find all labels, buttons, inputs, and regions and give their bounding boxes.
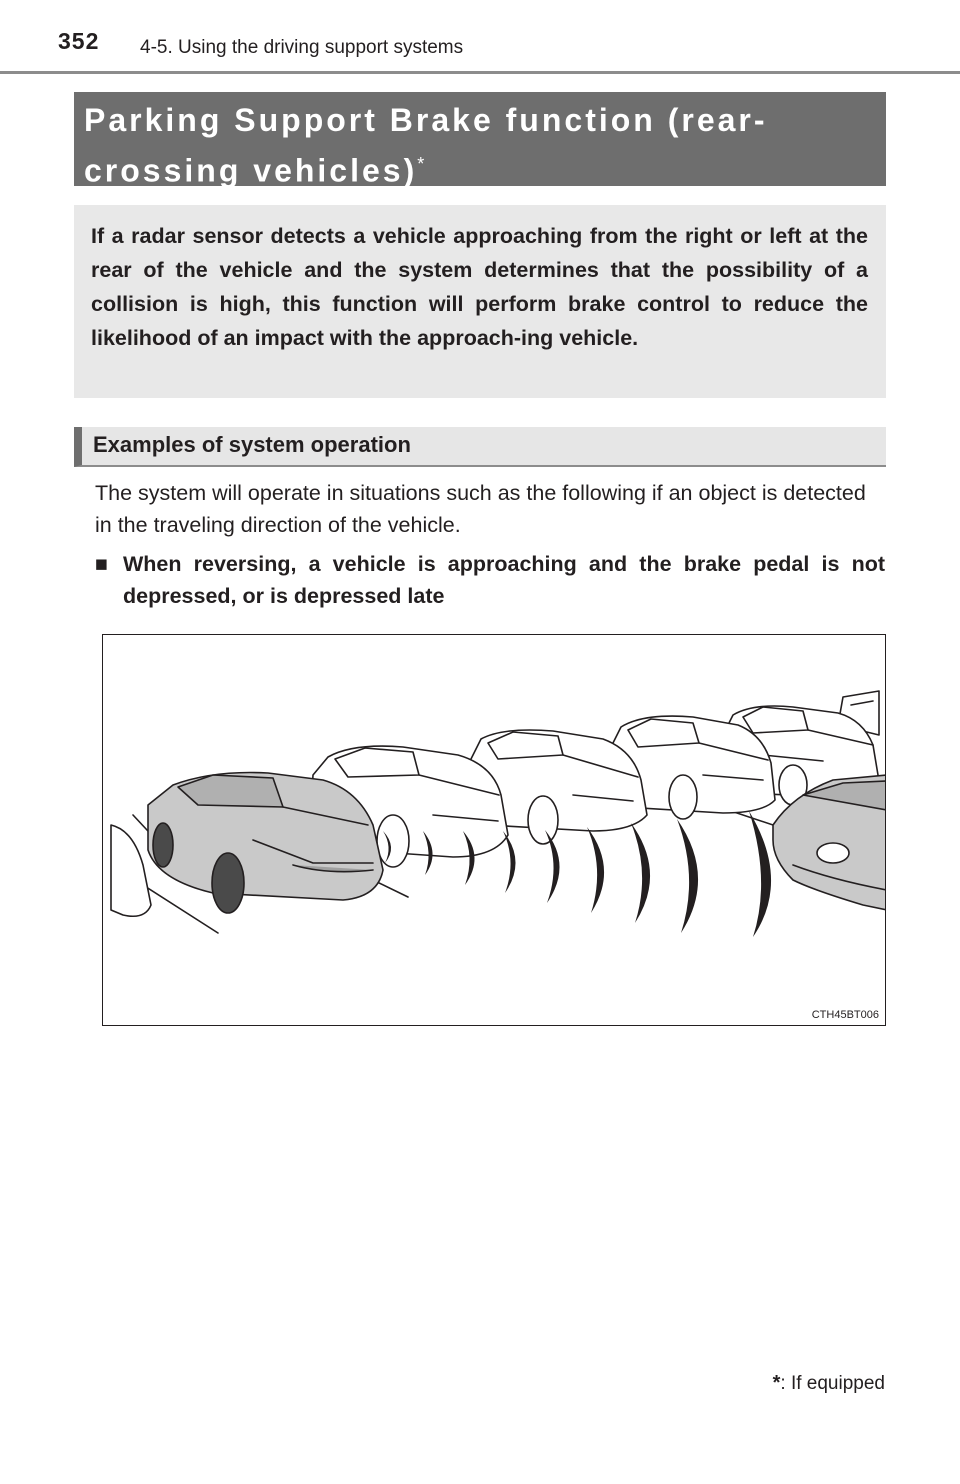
bullet-item (95, 548, 885, 612)
footnote-text: : If equipped (780, 1373, 885, 1394)
radar-wave-9 (749, 811, 771, 937)
figure-code: CTH45BT006 (811, 1009, 879, 1021)
equipped-marker: * (417, 154, 425, 174)
intro-summary: If a radar sensor detects a vehicle approaching from the right or left at the rear of the vehicle and the system determines that the possibility of a collision is high, this function will perform brake control to reduce the likelihood of an impact with the approach-ing vehicle. (74, 205, 886, 398)
page-title-line-1: Parking Support Brake function (rear- (84, 102, 768, 138)
radar-wave-8 (677, 819, 698, 933)
illustration-figure (102, 634, 886, 1026)
own-vehicle (148, 773, 383, 914)
header-divider (0, 71, 960, 74)
section-heading: Examples of system operation (74, 427, 886, 467)
radar-wave-6 (587, 827, 604, 913)
page-title-text: crossing vehicles) (84, 152, 418, 189)
section-title: 4-5. Using the driving support systems (140, 37, 464, 58)
radar-wave-7 (631, 823, 650, 923)
partial-car-left (111, 825, 151, 916)
bullet-marker: ■ (95, 552, 108, 576)
page-title (74, 92, 886, 189)
bullet-text: When reversing, a vehicle is approaching and the brake pedal is not depressed, or is depressed late (123, 552, 885, 608)
footnote (773, 1372, 885, 1395)
page-title-line-2 (84, 142, 876, 193)
page-number: 352 (58, 28, 100, 54)
parked-cars-radar-illustration (103, 635, 886, 1026)
footnote-marker: * (772, 1372, 781, 1394)
body-paragraph: The system will operate in situations such as the following if an object is detected in the traveling direction of the vehicle. (95, 481, 866, 537)
